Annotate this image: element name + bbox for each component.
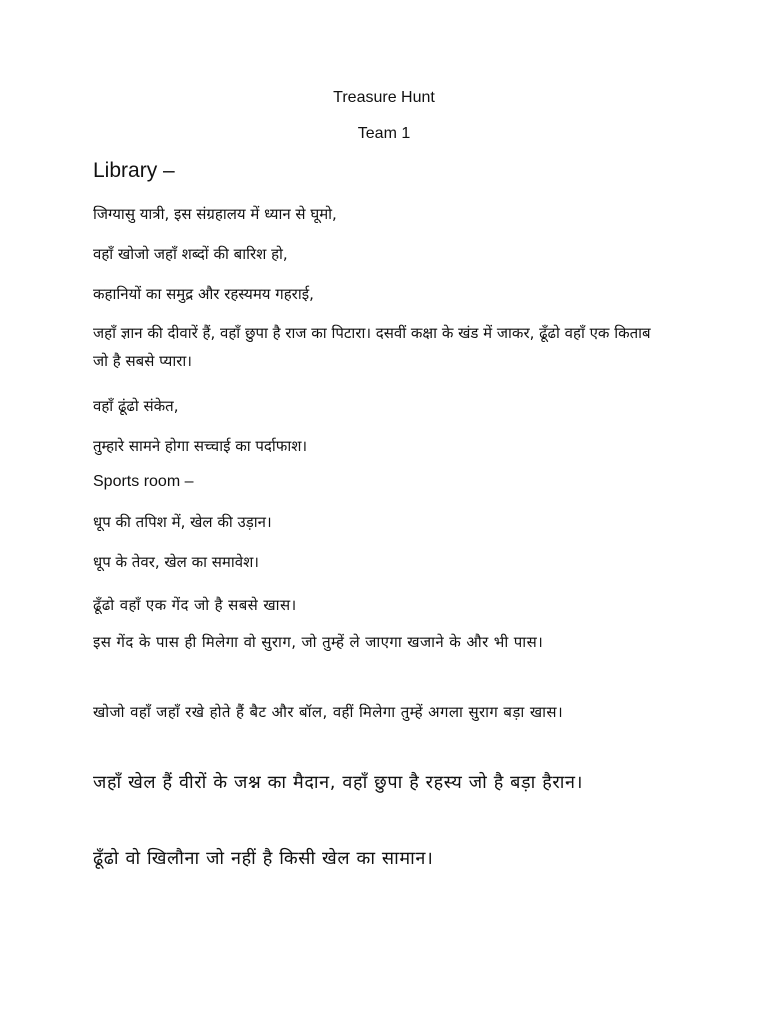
sports-line-6: जहाँ खेल हैं वीरों के जश्न का मैदान, वहाँ छुपा है रहस्य जो है बड़ा हैरान। <box>93 772 584 793</box>
section-heading-library: Library – <box>93 159 175 182</box>
library-line-3: कहानियों का समुद्र और रहस्यमय गहराई, <box>93 285 314 303</box>
section-heading-sports-room: Sports room – <box>93 473 194 490</box>
library-line-4: जहाँ ज्ञान की दीवारें हैं, वहाँ छुपा है राज का पिटारा। दसवीं कक्षा के खंड में जाकर, ढूँढो वहाँ एक किताब जो है सबसे प्यारा। <box>93 324 651 370</box>
document-title: Treasure Hunt <box>333 89 435 106</box>
library-line-5: वहाँ ढूंढो संकेत, <box>93 397 179 415</box>
team-label: Team 1 <box>357 125 411 142</box>
sports-line-4: इस गेंद के पास ही मिलेगा वो सुराग, जो तुम्हें ले जाएगा खजाने के और भी पास। <box>93 633 544 651</box>
library-line-1: जिग्यासु यात्री, इस संग्रहालय में ध्यान से घूमो, <box>93 205 337 223</box>
sports-line-7: ढूँढो वो खिलौना जो नहीं है किसी खेल का सामान। <box>93 848 434 869</box>
library-line-6: तुम्हारे सामने होगा सच्चाई का पर्दाफाश। <box>93 437 308 455</box>
sports-line-1: धूप की तपिश में, खेल की उड़ान। <box>93 513 272 531</box>
library-line-2: वहाँ खोजो जहाँ शब्दों की बारिश हो, <box>93 245 288 263</box>
sports-line-5: खोजो वहाँ जहाँ रखे होते हैं बैट और बॉल, वहीं मिलेगा तुम्हें अगला सुराग बड़ा खास। <box>93 703 564 721</box>
sports-line-3: ढूँढो वहाँ एक गेंद जो है सबसे खास। <box>93 596 297 614</box>
sports-line-2: धूप के तेवर, खेल का समावेश। <box>93 553 259 571</box>
